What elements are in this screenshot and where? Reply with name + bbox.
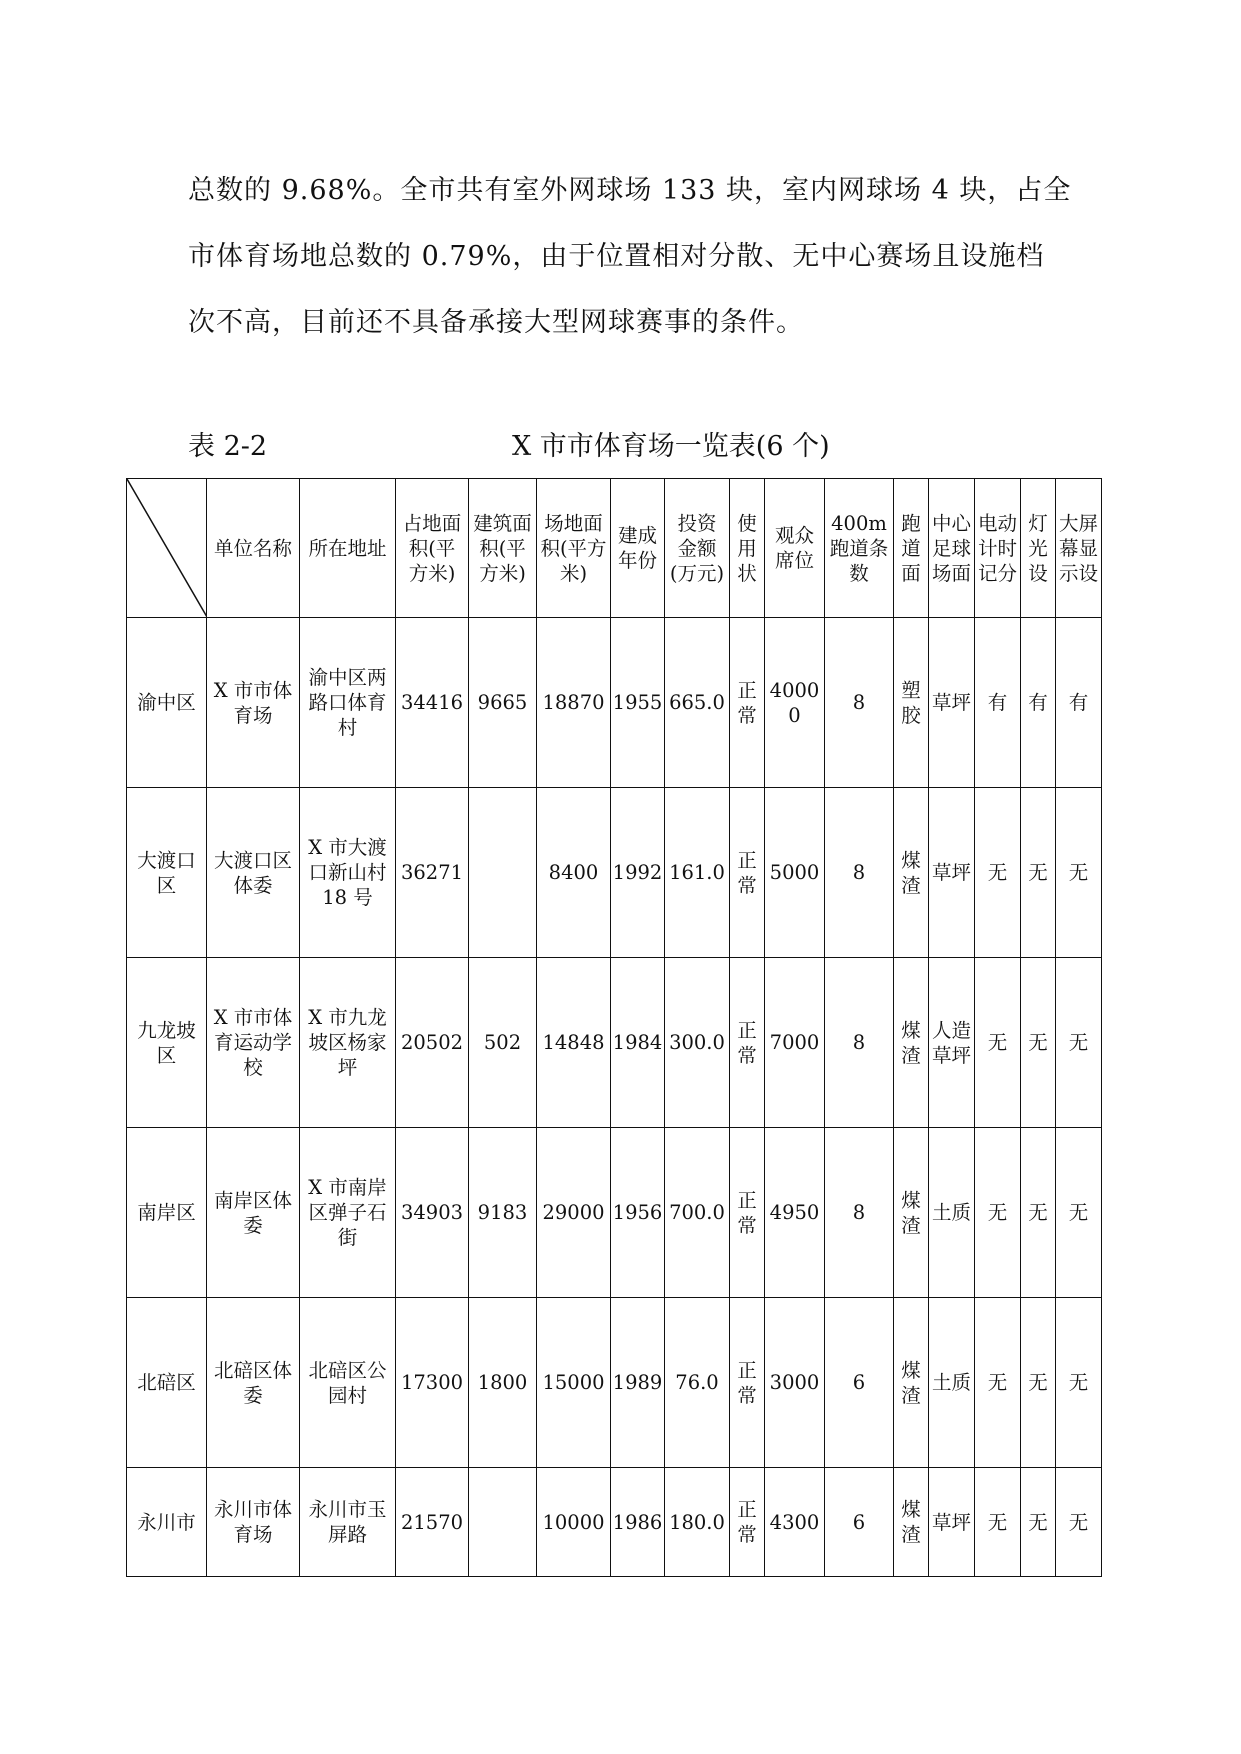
paragraph-line: 总数的 9.68%。全市共有室外网球场 133 块，室内网球场 4 块，占全 [188,175,1072,206]
header-track-surface: 跑道面 [894,479,929,618]
lights-cell: 无 [1021,958,1056,1128]
table-row [127,1298,1102,1468]
investment-cell: 300.0 [665,958,730,1128]
status-cell: 正常 [730,618,765,788]
unit-name-cell: 北碚区体委 [207,1298,300,1468]
address-cell: 渝中区两路口体育村 [300,618,396,788]
screen-cell: 有 [1056,618,1102,788]
header-lights: 灯光设 [1021,479,1056,618]
district-cell: 大渡口区 [127,788,207,958]
seats-cell: 5000 [765,788,825,958]
stadium-table [126,478,1102,1577]
field-surface-cell: 草坪 [929,1468,975,1577]
header-investment: 投资金额(万元) [665,479,730,618]
seats-cell: 40000 [765,618,825,788]
seats-cell: 4950 [765,1128,825,1298]
address-cell: 永川市玉屏路 [300,1468,396,1577]
field-area-cell: 15000 [537,1298,611,1468]
land-area-cell: 34416 [396,618,469,788]
header-land-area: 占地面积(平方米) [396,479,469,618]
status-cell: 正常 [730,958,765,1128]
district-cell: 渝中区 [127,618,207,788]
header-field-surface: 中心足球场面 [929,479,975,618]
field-surface-cell: 人造草坪 [929,958,975,1128]
header-screen: 大屏幕显示设 [1056,479,1102,618]
track-surface-cell: 煤渣 [894,1468,929,1577]
investment-cell: 665.0 [665,618,730,788]
paragraph-line: 市体育场地总数的 0.79%，由于位置相对分散、无中心赛场且设施档 [188,241,1045,272]
unit-name-cell: X 市市体育场 [207,618,300,788]
unit-name-cell: 永川市体育场 [207,1468,300,1577]
corner-cell [127,479,207,618]
address-cell: 北碚区公园村 [300,1298,396,1468]
land-area-cell: 17300 [396,1298,469,1468]
track-surface-cell: 煤渣 [894,788,929,958]
lights-cell: 有 [1021,618,1056,788]
unit-name-cell: 大渡口区体委 [207,788,300,958]
status-cell: 正常 [730,788,765,958]
seats-cell: 4300 [765,1468,825,1577]
land-area-cell: 21570 [396,1468,469,1577]
paragraph-line: 次不高，目前还不具备承接大型网球赛事的条件。 [188,307,804,338]
header-year: 建成年份 [611,479,665,618]
header-building-area: 建筑面积(平方米) [469,479,537,618]
unit-name-cell: 南岸区体委 [207,1128,300,1298]
lanes-cell: 8 [825,788,894,958]
timer-cell: 无 [975,1128,1021,1298]
diagonal-line [127,479,207,617]
status-cell: 正常 [730,1298,765,1468]
lanes-cell: 8 [825,1128,894,1298]
lights-cell: 无 [1021,1298,1056,1468]
screen-cell: 无 [1056,788,1102,958]
unit-name-cell: X 市市体育运动学校 [207,958,300,1128]
year-cell: 1986 [611,1468,665,1577]
building-area-cell: 9665 [469,618,537,788]
address-cell: X 市大渡口新山村 18 号 [300,788,396,958]
investment-cell: 76.0 [665,1298,730,1468]
investment-cell: 700.0 [665,1128,730,1298]
timer-cell: 无 [975,958,1021,1128]
investment-cell: 161.0 [665,788,730,958]
header-name: 单位名称 [207,479,300,618]
building-area-cell [469,1468,537,1577]
building-area-cell: 9183 [469,1128,537,1298]
timer-cell: 有 [975,618,1021,788]
field-area-cell: 18870 [537,618,611,788]
table-row [127,1468,1102,1577]
land-area-cell: 36271 [396,788,469,958]
land-area-cell: 20502 [396,958,469,1128]
header-address: 所在地址 [300,479,396,618]
table-header-row [127,479,1102,618]
district-cell: 南岸区 [127,1128,207,1298]
investment-cell: 180.0 [665,1468,730,1577]
seats-cell: 7000 [765,958,825,1128]
screen-cell: 无 [1056,1468,1102,1577]
timer-cell: 无 [975,1298,1021,1468]
track-surface-cell: 煤渣 [894,1298,929,1468]
lights-cell: 无 [1021,788,1056,958]
table-row [127,788,1102,958]
lanes-cell: 8 [825,958,894,1128]
table-row [127,958,1102,1128]
field-area-cell: 10000 [537,1468,611,1577]
lanes-cell: 6 [825,1298,894,1468]
field-surface-cell: 草坪 [929,788,975,958]
screen-cell: 无 [1056,958,1102,1128]
lanes-cell: 8 [825,618,894,788]
header-status: 使用状 [730,479,765,618]
seats-cell: 3000 [765,1298,825,1468]
screen-cell: 无 [1056,1128,1102,1298]
table-row [127,1128,1102,1298]
field-surface-cell: 土质 [929,1128,975,1298]
address-cell: X 市九龙坡区杨家坪 [300,958,396,1128]
year-cell: 1955 [611,618,665,788]
field-surface-cell: 土质 [929,1298,975,1468]
header-field-area: 场地面积(平方米) [537,479,611,618]
status-cell: 正常 [730,1468,765,1577]
field-surface-cell: 草坪 [929,618,975,788]
lights-cell: 无 [1021,1128,1056,1298]
field-area-cell: 29000 [537,1128,611,1298]
field-area-cell: 14848 [537,958,611,1128]
building-area-cell: 1800 [469,1298,537,1468]
year-cell: 1956 [611,1128,665,1298]
track-surface-cell: 煤渣 [894,1128,929,1298]
timer-cell: 无 [975,1468,1021,1577]
status-cell: 正常 [730,1128,765,1298]
land-area-cell: 34903 [396,1128,469,1298]
track-surface-cell: 煤渣 [894,958,929,1128]
district-cell: 九龙坡区 [127,958,207,1128]
building-area-cell: 502 [469,958,537,1128]
year-cell: 1992 [611,788,665,958]
district-cell: 永川市 [127,1468,207,1577]
table-row [127,618,1102,788]
table-title: X 市市体育场一览表(6 个) [512,431,830,462]
address-cell: X 市南岸区弹子石街 [300,1128,396,1298]
lights-cell: 无 [1021,1468,1056,1577]
track-surface-cell: 塑胶 [894,618,929,788]
screen-cell: 无 [1056,1298,1102,1468]
header-lanes: 400m跑道条数 [825,479,894,618]
year-cell: 1984 [611,958,665,1128]
header-seats: 观众席位 [765,479,825,618]
timer-cell: 无 [975,788,1021,958]
lanes-cell: 6 [825,1468,894,1577]
header-timer: 电动计时记分 [975,479,1021,618]
field-area-cell: 8400 [537,788,611,958]
district-cell: 北碚区 [127,1298,207,1468]
body-paragraph [188,158,1072,356]
year-cell: 1989 [611,1298,665,1468]
table-number: 表 2-2 [188,431,268,462]
building-area-cell [469,788,537,958]
